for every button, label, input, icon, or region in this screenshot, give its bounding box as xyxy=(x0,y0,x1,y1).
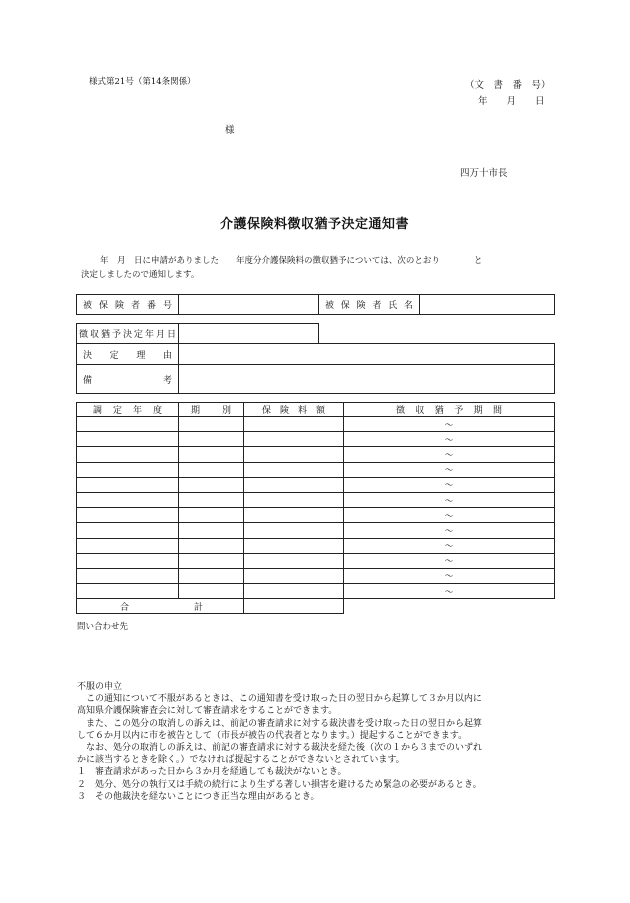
insured-number-cell xyxy=(179,295,319,315)
premium-amount-cell xyxy=(244,432,344,447)
premium-amount-cell xyxy=(244,538,344,553)
insured-name-cell xyxy=(420,295,555,315)
insured-name-label: 被保険者氏名 xyxy=(319,295,420,315)
total-label-1: 合 xyxy=(120,603,130,614)
premium-amount-cell xyxy=(244,508,344,523)
assessment-year-cell xyxy=(77,553,179,568)
header-deferral-period: 徴収猶予期間 xyxy=(344,403,555,417)
term-cell xyxy=(179,523,244,538)
assessment-year-cell xyxy=(77,417,179,432)
assessment-year-cell xyxy=(77,477,179,492)
reason-remarks-table xyxy=(76,343,555,394)
document-number: （文 書 番 号） xyxy=(465,80,551,91)
assessment-year-cell xyxy=(77,508,179,523)
table-row xyxy=(77,584,555,599)
assessment-year-cell xyxy=(77,584,179,599)
premium-amount-cell xyxy=(244,447,344,462)
form-number: 様式第21号（第14条関係） xyxy=(89,77,196,87)
appeal-line: この通知について不服があるときは、この通知書を受け取った日の翌日から起算して３か月以内に xyxy=(77,694,482,705)
table-row xyxy=(77,477,555,492)
term-cell xyxy=(179,538,244,553)
term-cell xyxy=(179,417,244,432)
premium-amount-cell xyxy=(244,553,344,568)
deferral-period-cell: ～ xyxy=(344,523,555,538)
term-cell xyxy=(179,477,244,492)
deferral-period-cell: ～ xyxy=(344,538,555,553)
inquiry-label: 問い合わせ先 xyxy=(77,622,129,632)
premium-amount-cell xyxy=(244,462,344,477)
deferral-period-cell: ～ xyxy=(344,508,555,523)
total-label-2: 計 xyxy=(194,603,204,614)
term-cell xyxy=(179,462,244,477)
assessment-year-cell xyxy=(77,568,179,583)
total-label-cell xyxy=(77,599,244,614)
remarks-label: 備考 xyxy=(77,365,179,394)
header-assessment-year: 調定年度 xyxy=(77,403,179,417)
term-cell xyxy=(179,584,244,599)
table-row xyxy=(77,447,555,462)
decision-reason-label: 決定理由 xyxy=(77,344,179,365)
decision-date-label: 徴収猶予決定年月日 xyxy=(77,324,179,344)
appeal-notice xyxy=(77,681,482,803)
premium-amount-cell xyxy=(244,568,344,583)
total-amount-cell xyxy=(244,599,344,614)
appeal-line: なお、処分の取消しの訴えは、前記の審査請求に対する裁決を経た後（次の１から３までのいずれ xyxy=(77,743,483,754)
document-title: 介護保険料徴収猶予決定通知書 xyxy=(220,217,410,232)
remarks-cell xyxy=(179,365,555,394)
deferral-period-cell: ～ xyxy=(344,462,555,477)
deferral-period-cell: ～ xyxy=(344,477,555,492)
table-row xyxy=(77,553,555,568)
deferral-period-cell: ～ xyxy=(344,584,555,599)
premium-amount-cell xyxy=(244,492,344,507)
premium-amount-cell xyxy=(244,477,344,492)
deferral-detail-table xyxy=(76,402,555,614)
deferral-period-cell: ～ xyxy=(344,553,555,568)
header-premium-amount: 保険料額 xyxy=(244,403,344,417)
assessment-year-cell xyxy=(77,538,179,553)
intro-line-1: 年 月 日に申請がありました 年度分介護保険料の徴収猶予については、次のとおり と xyxy=(100,256,483,266)
deferral-period-cell: ～ xyxy=(344,432,555,447)
table-row xyxy=(77,568,555,583)
assessment-year-cell xyxy=(77,447,179,462)
decision-date-cell xyxy=(179,324,319,344)
premium-amount-cell xyxy=(244,584,344,599)
table-row xyxy=(77,523,555,538)
addressee-suffix: 様 xyxy=(225,125,235,136)
table-row xyxy=(77,417,555,432)
insured-info-table xyxy=(76,294,555,315)
table-row xyxy=(77,462,555,477)
assessment-year-cell xyxy=(77,462,179,477)
deferral-period-cell: ～ xyxy=(344,417,555,432)
appeal-heading: 不服の申立 xyxy=(77,682,123,692)
assessment-year-cell xyxy=(77,432,179,447)
appeal-line: 高知県介護保険審査会に対して審査請求をすることができます。 xyxy=(77,706,338,717)
term-cell xyxy=(179,492,244,507)
intro-line-2: 決定しましたので通知します。 xyxy=(81,270,200,280)
table-row xyxy=(77,492,555,507)
term-cell xyxy=(179,508,244,523)
deferral-period-cell: ～ xyxy=(344,568,555,583)
assessment-year-cell xyxy=(77,492,179,507)
assessment-year-cell xyxy=(77,523,179,538)
appeal-line: ２ 処分、処分の執行又は手続の続行により生ずる著しい損害を避けるため緊急の必要があるとき。 xyxy=(77,779,482,790)
term-cell xyxy=(179,432,244,447)
term-cell xyxy=(179,447,244,462)
appeal-line: １ 審査請求があった日から３か月を経過しても裁決がないとき。 xyxy=(77,767,347,778)
deferral-period-cell: ～ xyxy=(344,492,555,507)
table-row xyxy=(77,538,555,553)
issuer-name: 四万十市長 xyxy=(460,168,508,179)
decision-reason-cell xyxy=(179,344,555,365)
term-cell xyxy=(179,568,244,583)
deferral-period-cell: ～ xyxy=(344,447,555,462)
appeal-text xyxy=(77,693,482,803)
header-term: 期別 xyxy=(179,403,244,417)
appeal-line: して６か月以内に市を被告として（市長が被告の代表者となります。）提起することができます。 xyxy=(77,730,468,741)
total-empty xyxy=(344,599,555,614)
decision-date-table xyxy=(76,323,319,344)
term-cell xyxy=(179,553,244,568)
appeal-line: かに該当するときを除く。）でなければ提起することができないとされています。 xyxy=(77,755,405,766)
premium-amount-cell xyxy=(244,417,344,432)
premium-amount-cell xyxy=(244,523,344,538)
insured-number-label: 被保険者番号 xyxy=(77,295,179,315)
appeal-line: ３ その他裁決を経ないことにつき正当な理由があるとき。 xyxy=(77,791,320,802)
appeal-line: また、この処分の取消しの訴えは、前記の審査請求に対する裁決書を受け取った日の翌日から起算 xyxy=(77,718,483,729)
table-row xyxy=(77,508,555,523)
issue-date: 年 月 日 xyxy=(478,96,545,107)
table-row xyxy=(77,432,555,447)
